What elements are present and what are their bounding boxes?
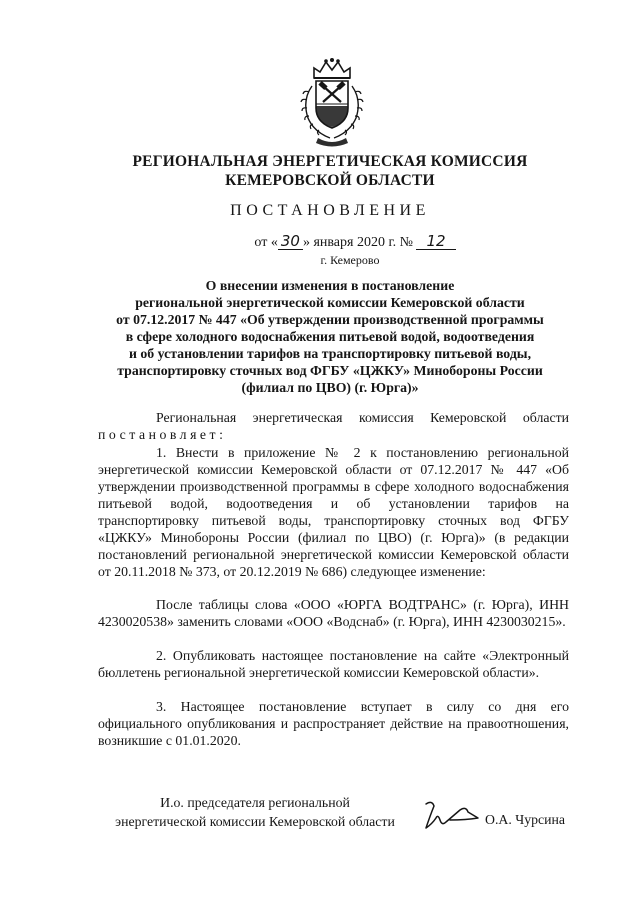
resolves-line: постановляет: bbox=[98, 427, 227, 442]
title-line: от 07.12.2017 № 447 «Об утверждении производственной программы bbox=[116, 312, 544, 327]
title-line: О внесении изменения в постановление bbox=[205, 278, 455, 293]
title-line: региональной энергетической комиссии Кемеровской области bbox=[135, 295, 525, 310]
title-line: и об установлении тарифов на транспортировку питьевой воды, bbox=[128, 346, 532, 361]
item-1-change-paragraph: После таблицы слова «ООО «ЮРГА ВОДТРАНС» (г. Юрга), ИНН 4230020538» заменить словами «ООО «Водснаб» (г. Юрга), ИНН 4230030215». bbox=[98, 597, 569, 629]
organization-name-line2: КЕМЕРОВСКОЙ ОБЛАСТИ bbox=[225, 172, 435, 189]
date-prefix: от « bbox=[254, 235, 278, 250]
preamble-paragraph: Региональная энергетическая комиссия Кемеровской области bbox=[156, 410, 569, 425]
signatory-position-line2: энергетической комиссии Кемеровской области bbox=[115, 814, 395, 829]
signatory-position bbox=[100, 793, 410, 831]
document-date-line bbox=[230, 234, 480, 251]
date-day-handwritten: 30 bbox=[278, 234, 303, 250]
date-month-year: » января 2020 г. № bbox=[302, 235, 413, 250]
title-line: транспортировку сточных вод ФГБУ «ЦЖКУ» Минобороны России bbox=[117, 363, 543, 378]
organization-name-line1: РЕГИОНАЛЬНАЯ ЭНЕРГЕТИЧЕСКАЯ КОМИССИЯ bbox=[132, 153, 528, 170]
document-number-handwritten: 12 bbox=[416, 234, 455, 250]
item-3-paragraph: 3. Настоящее постановление вступает в силу со дня его официального опубликования и распространяет действие на правоотношения, возникшие с 01.01.2020. bbox=[98, 699, 569, 748]
handwritten-signature-icon bbox=[420, 798, 482, 834]
document-title bbox=[60, 277, 600, 396]
document-city: г. Кемерово bbox=[320, 253, 380, 267]
signatory-name: О.А. Чурсина bbox=[485, 812, 566, 827]
document-type: ПОСТАНОВЛЕНИЕ bbox=[230, 202, 430, 219]
item-1-paragraph: 1. Внести в приложение № 2 к постановлению региональной энергетической комиссии Кемеровской области от 07.12.2017 № 447 «Об утверждении производственной программы в сфере холодного водоснабжения питьевой водой, водоотведения и об установлении тарифов на транспортировку питьевой воды, транспортировку сточных вод ФГБУ «ЦЖКУ» Минобороны России (филиал по ЦВО) (г. Юрга)» (в редакции постановлений региональной энергетической комиссии Кемеровской области от 20.11.2018 № 373, от 20.12.2019 № 686) следующее изменение: bbox=[98, 445, 569, 579]
title-line: (филиал по ЦВО) (г. Юрга)» bbox=[241, 380, 419, 395]
item-2-paragraph: 2. Опубликовать настоящее постановление на сайте «Электронный бюллетень региональной энергетической комиссии Кемеровской области». bbox=[98, 648, 569, 680]
kemerovo-coat-of-arms-icon bbox=[296, 56, 368, 148]
signatory-position-line1: И.о. председателя региональной bbox=[160, 795, 350, 810]
title-line: в сфере холодного водоснабжения питьевой водой, водоотведения bbox=[125, 329, 535, 344]
